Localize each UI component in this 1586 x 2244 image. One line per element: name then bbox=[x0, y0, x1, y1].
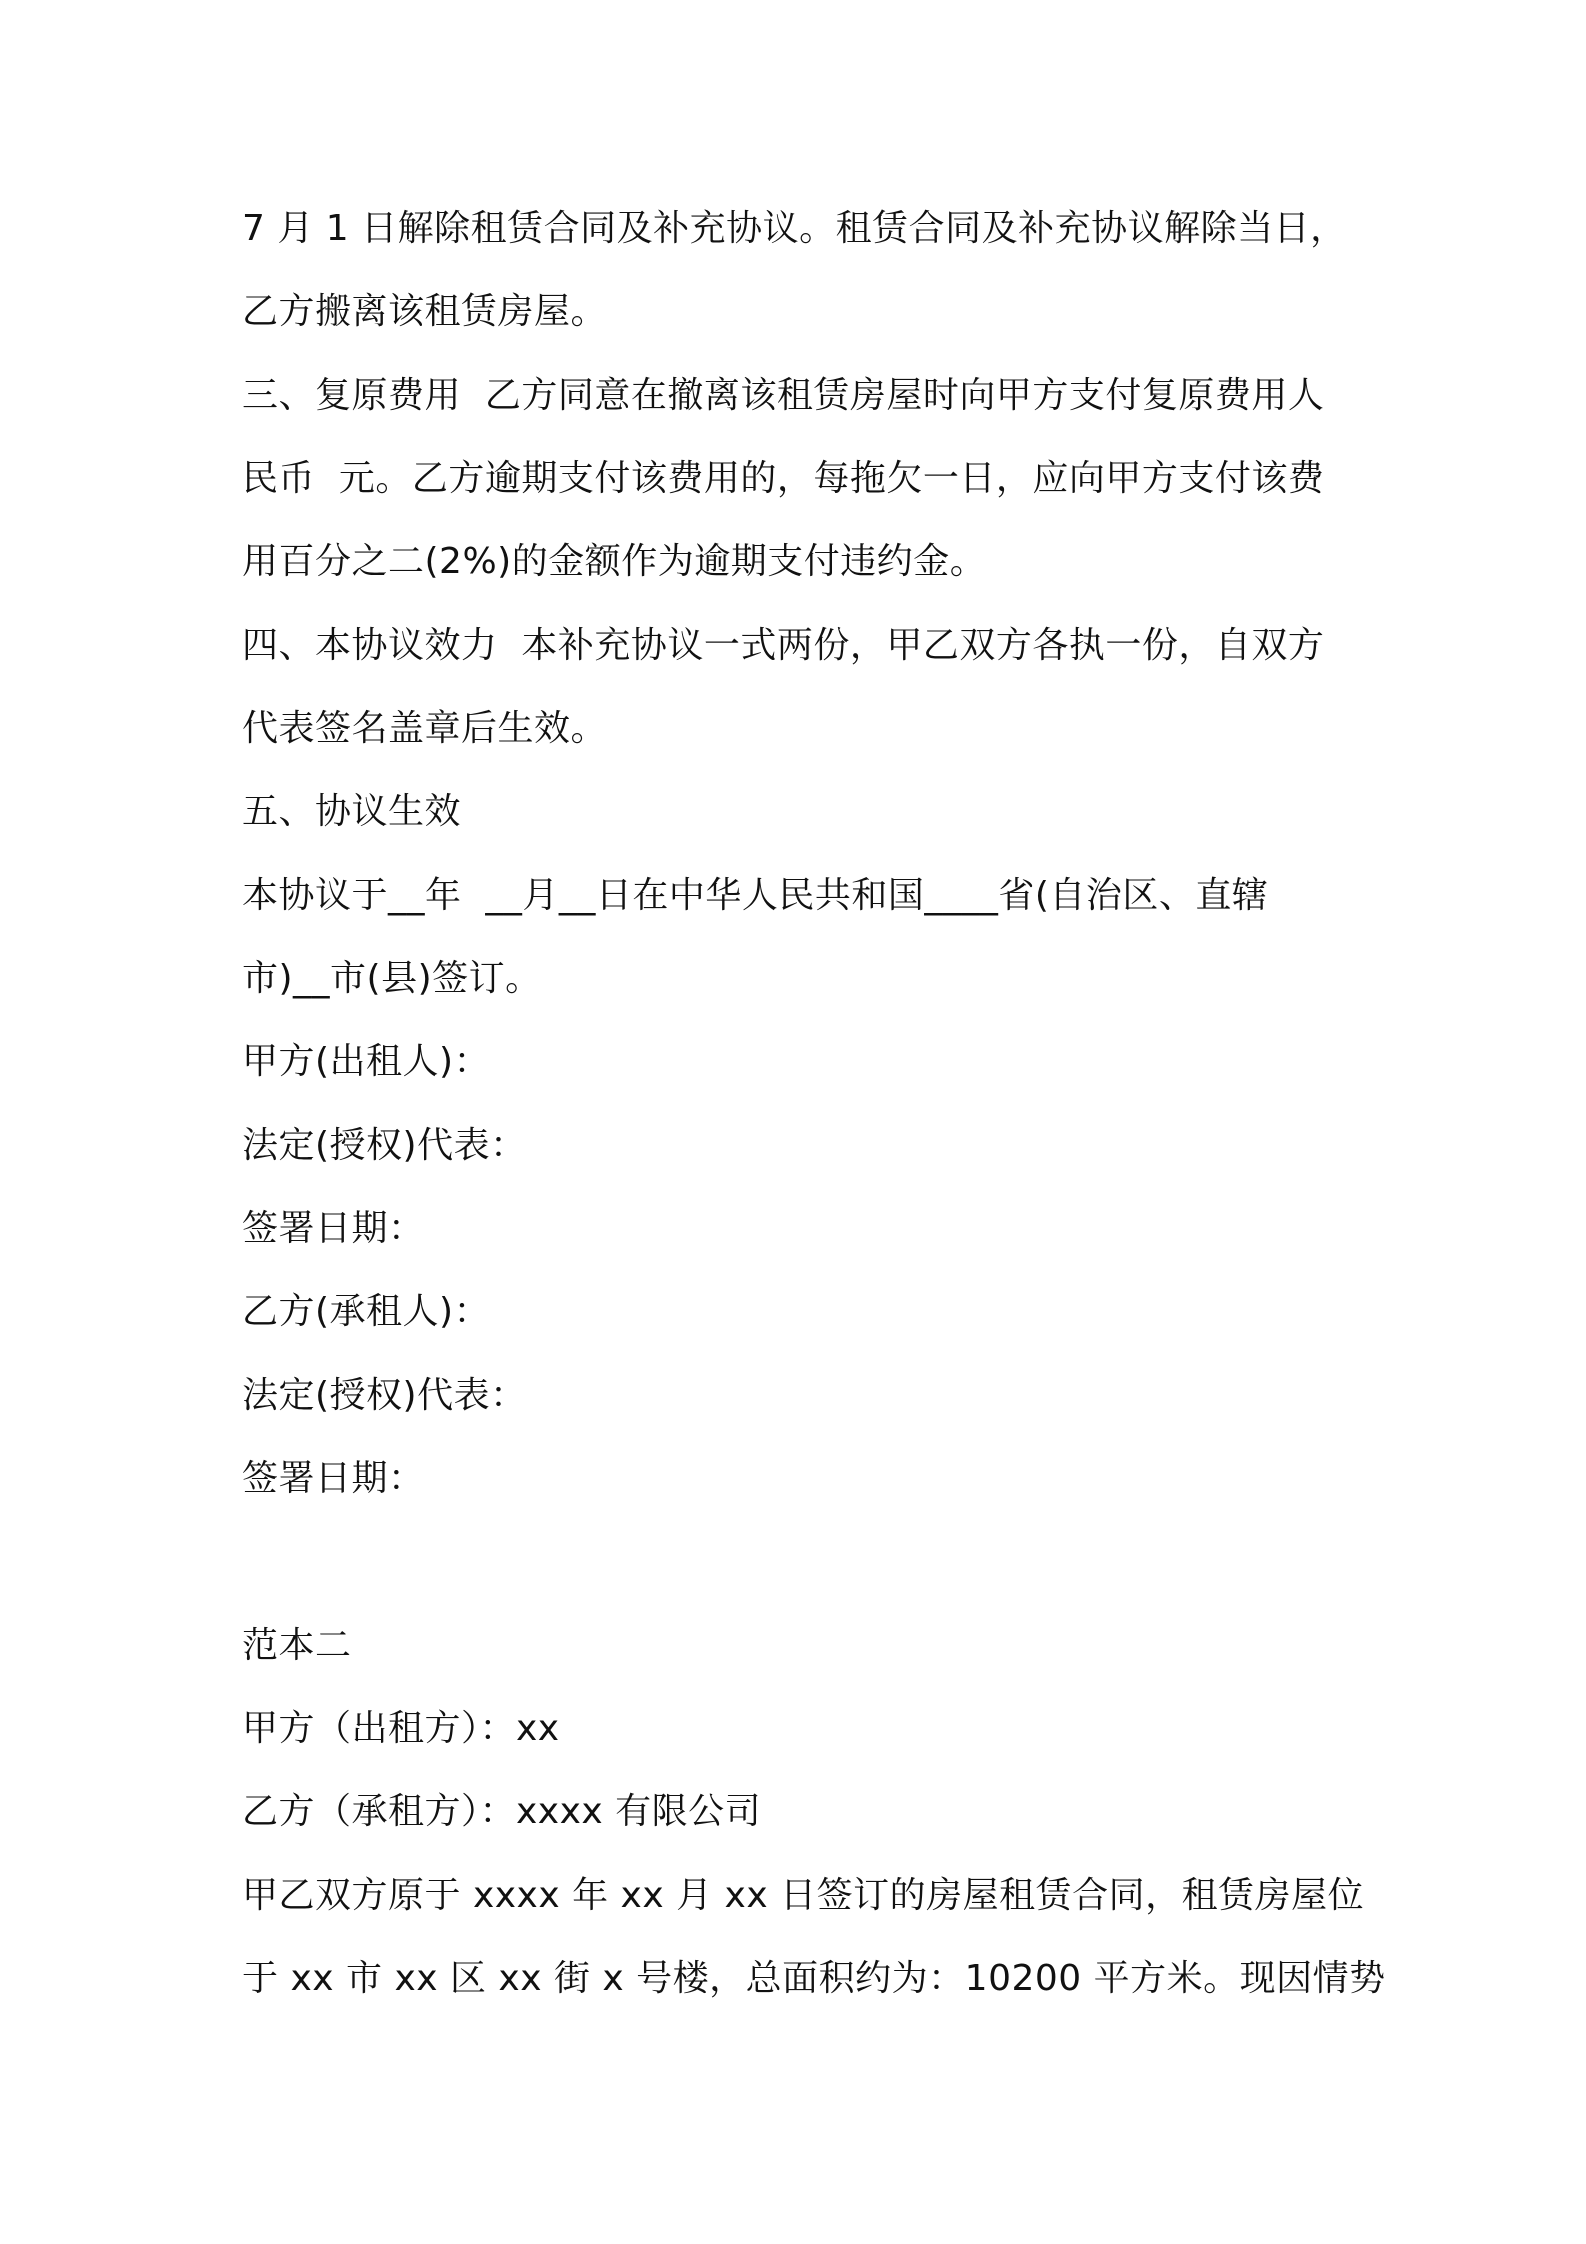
signature-field-label: 法定(授权)代表： bbox=[242, 1375, 527, 1416]
text-line: 于 xx 市 xx 区 xx 街 x 号楼，总面积约为：10200 平方米。现因情势 bbox=[242, 1958, 1386, 1999]
section-heading-line: 三、复原费用 乙方同意在撤离该租赁房屋时向甲方支付复原费用人 bbox=[242, 375, 1325, 416]
text-line: 用百分之二(2%)的金额作为逾期支付违约金。 bbox=[242, 541, 987, 582]
section-heading-line: 四、本协议效力 本补充协议一式两份，甲乙双方各执一份，自双方 bbox=[242, 625, 1325, 666]
text-line: 乙方搬离该租赁房屋。 bbox=[242, 291, 608, 332]
section-heading: 五、协议生效 bbox=[242, 791, 462, 832]
text-line: 甲乙双方原于 xxxx 年 xx 月 xx 日签订的房屋租赁合同，租赁房屋位 bbox=[242, 1875, 1365, 1916]
signature-field-label: 签署日期： bbox=[242, 1458, 425, 1499]
signature-field-label: 乙方(承租人)： bbox=[242, 1291, 491, 1332]
text-line: 市)__市(县)签订。 bbox=[242, 958, 542, 999]
text-line: 本协议于__年 __月__日在中华人民共和国____省(自治区、直辖 bbox=[242, 875, 1269, 916]
party-line: 乙方（承租方）：xxxx 有限公司 bbox=[242, 1791, 762, 1832]
signature-field-label: 甲方(出租人)： bbox=[242, 1041, 491, 1082]
text-line: 代表签名盖章后生效。 bbox=[242, 708, 608, 749]
text-line: 民币 元。乙方逾期支付该费用的，每拖欠一日，应向甲方支付该费 bbox=[242, 458, 1325, 499]
section-title: 范本二 bbox=[242, 1625, 352, 1666]
text-line: 7 月 1 日解除租赁合同及补充协议。租赁合同及补充协议解除当日， bbox=[242, 208, 1347, 249]
signature-field-label: 法定(授权)代表： bbox=[242, 1125, 527, 1166]
party-line: 甲方（出租方）：xx bbox=[242, 1708, 560, 1749]
signature-field-label: 签署日期： bbox=[242, 1208, 425, 1249]
